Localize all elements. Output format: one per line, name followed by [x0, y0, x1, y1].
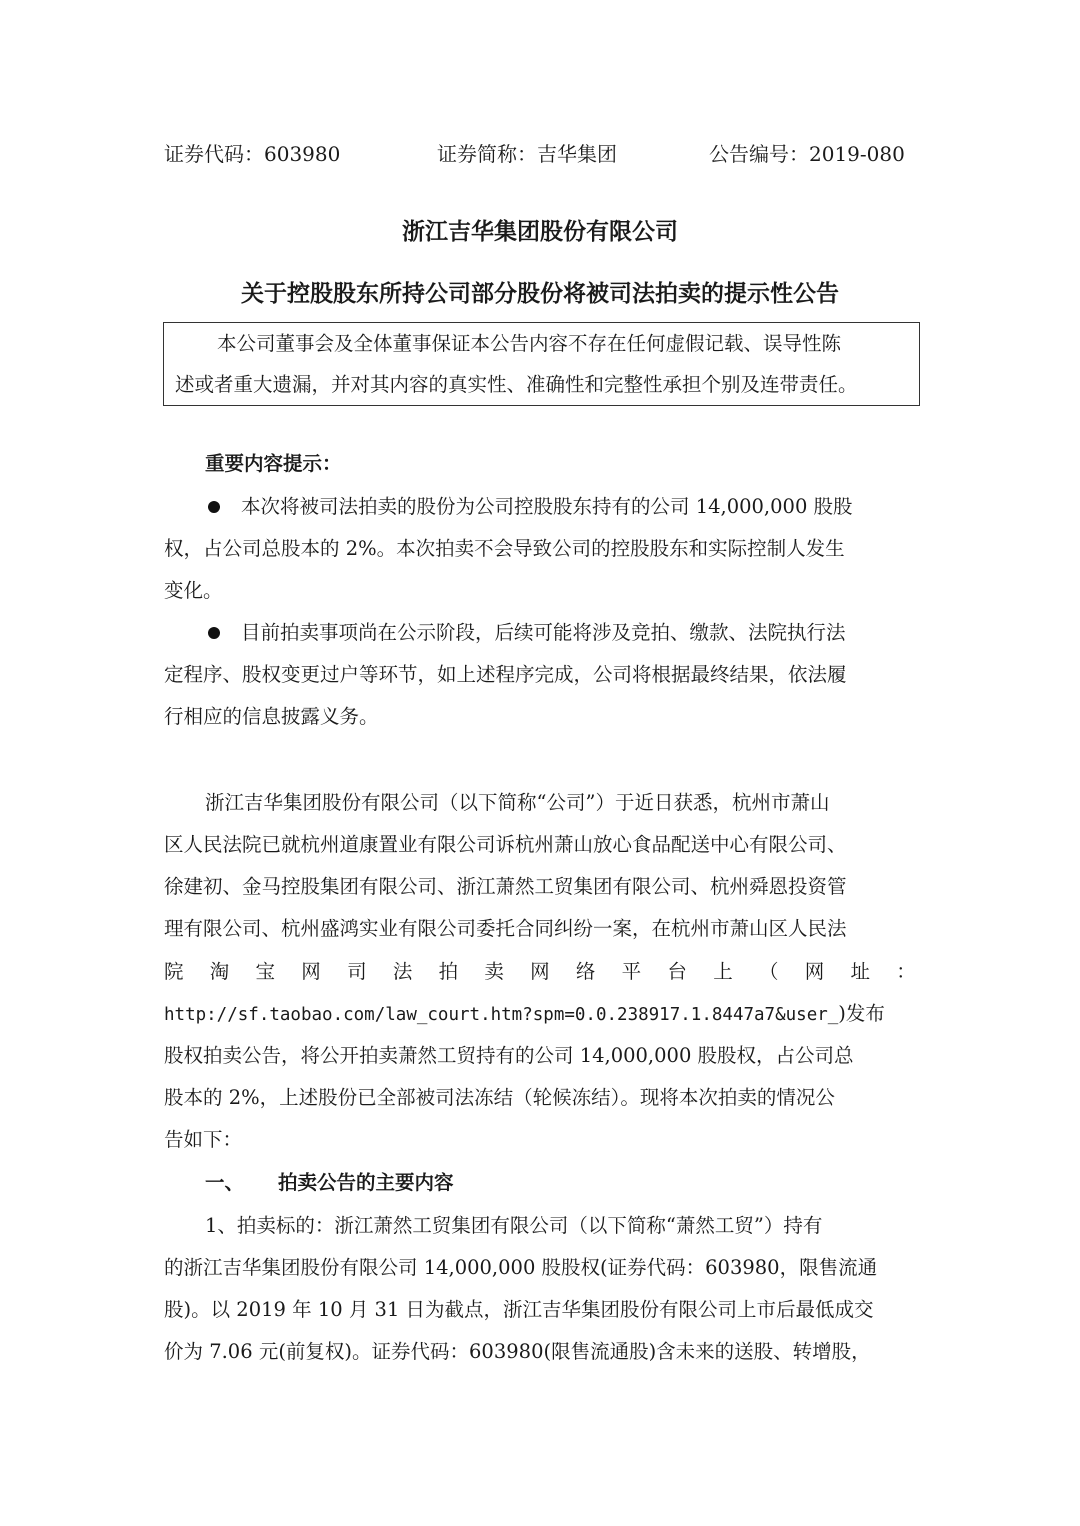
char: 网: [804, 960, 825, 983]
body-text: 价为 7.06 元(前复权)。证券代码：603980(限售流通股)含未来的送股、转增股，: [164, 1340, 871, 1363]
security-abbreviation: 证券简称：吉华集团: [437, 142, 617, 166]
security-code: 证券代码：603980: [164, 142, 341, 166]
announcement-number: 公告编号：2019-080: [709, 142, 905, 166]
body-text: 股)。以 2019 年 10 月 31 日为截点，浙江吉华集团股份有限公司上市后最低成交: [164, 1298, 874, 1321]
body-text: 1、拍卖标的：浙江萧然工贸集团有限公司（以下简称“萧然工贸”）持有: [205, 1214, 823, 1237]
bullet-icon: [208, 627, 220, 639]
notice-line: 述或者重大遗漏，并对其内容的真实性、准确性和完整性承担个别及连带责任。: [175, 373, 858, 396]
notice-line: 本公司董事会及全体董事保证本公告内容不存在任何虚假记载、误导性陈: [217, 332, 842, 355]
body-text: 徐建初、金马控股集团有限公司、浙江萧然工贸集团有限公司、杭州舜恩投资管: [164, 875, 847, 898]
char: 络: [575, 960, 596, 983]
char: 台: [667, 960, 687, 983]
char: 法: [392, 960, 413, 983]
bullet-icon: [208, 501, 220, 513]
char: 网: [301, 960, 321, 983]
body-text: 股权拍卖公告，将公开拍卖萧然工贸持有的公司 14,000,000 股股权，占公司总: [164, 1044, 854, 1067]
bullet-text: 定程序、股权变更过户等环节，如上述程序完成，公司将根据最终结果，依法履: [164, 663, 847, 686]
char: 司: [347, 960, 367, 983]
body-text: 区人民法院已就杭州道康置业有限公司诉杭州萧山放心食品配送中心有限公司、: [164, 833, 847, 856]
char: 宝: [255, 960, 276, 983]
bullet-text: 目前拍卖事项尚在公示阶段，后续可能将涉及竞拍、缴款、法院执行法: [241, 621, 846, 644]
company-title: 浙江吉华集团股份有限公司: [402, 219, 678, 245]
announcement-title: 关于控股股东所持公司部分股份将被司法拍卖的提示性公告: [241, 281, 839, 307]
char: 院: [164, 960, 184, 983]
body-text: )发布: [838, 1002, 885, 1025]
body-text: 告如下：: [164, 1128, 243, 1151]
char: 址: [850, 960, 870, 983]
char: 网: [530, 960, 550, 983]
board-guarantee-box: [163, 322, 920, 406]
bullet-text: 变化。: [164, 579, 223, 602]
bullet-text: 行相应的信息披露义务。: [164, 705, 379, 728]
body-text: 的浙江吉华集团股份有限公司 14,000,000 股股权(证券代码：603980，限售流通: [164, 1256, 878, 1279]
auction-url: http://sf.taobao.com/law_court.htm?spm=0.0.238917.1.8447a7&user_: [164, 1005, 839, 1025]
char: 淘: [209, 960, 230, 983]
char: 上: [713, 960, 733, 983]
justified-line: [164, 957, 916, 987]
section-number: 一、: [205, 1171, 245, 1194]
bullet-text: 权，占公司总股本的 2%。本次拍卖不会导致公司的控股股东和实际控制人发生: [164, 537, 845, 560]
char: 平: [621, 960, 642, 983]
body-text: 浙江吉华集团股份有限公司（以下简称“公司”）于近日获悉，杭州市萧山: [205, 791, 830, 814]
body-text: 股本的 2%，上述股份已全部被司法冻结（轮候冻结）。现将本次拍卖的情况公: [164, 1086, 835, 1109]
char: 拍: [438, 960, 459, 983]
bullet-text: 本次将被司法拍卖的股份为公司控股股东持有的公司 14,000,000 股股: [241, 495, 853, 518]
char: 卖: [484, 960, 504, 983]
char: （: [758, 960, 779, 983]
section-title: 拍卖公告的主要内容: [278, 1171, 454, 1194]
highlights-heading: 重要内容提示：: [205, 452, 342, 475]
url-line: [164, 999, 885, 1030]
body-text: 理有限公司、杭州盛鸿实业有限公司委托合同纠纷一案，在杭州市萧山区人民法: [164, 917, 847, 940]
document-header: [164, 138, 924, 170]
char: ：: [896, 960, 916, 983]
